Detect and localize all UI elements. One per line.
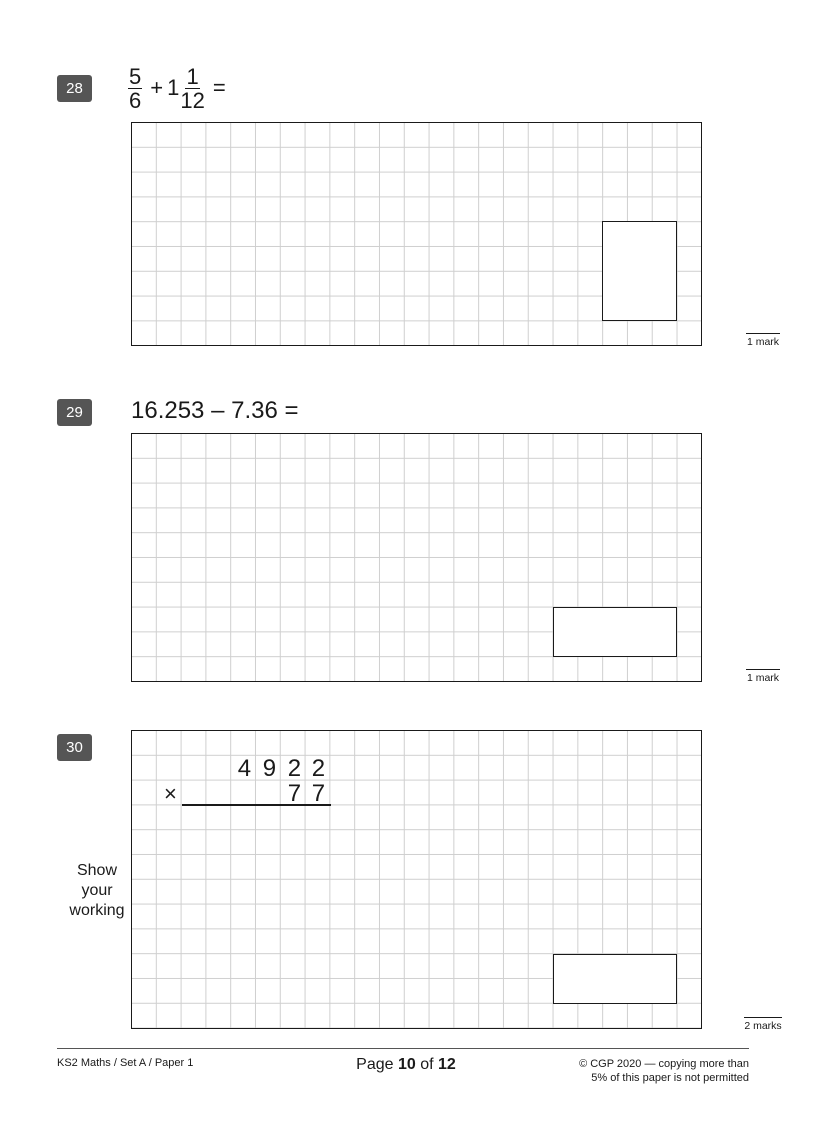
times-sign: × (163, 781, 177, 806)
question-number-30: 30 (57, 734, 92, 761)
mark-label: 1 mark (746, 672, 780, 684)
prompt-line: working (69, 902, 125, 919)
fraction-five-sixths (128, 63, 142, 113)
answer-box-28[interactable] (602, 221, 677, 321)
fraction-denominator: 6 (129, 87, 142, 113)
fraction-one-twelfth (180, 63, 205, 113)
mark-line (744, 1017, 782, 1018)
answer-box-29[interactable] (553, 607, 677, 657)
question-number-29: 29 (57, 399, 92, 426)
mark-line (746, 669, 780, 670)
fraction-numerator: 1 (186, 63, 199, 89)
footer-divider (57, 1048, 749, 1049)
prompt-line: Show (76, 862, 118, 879)
fraction-denominator: 12 (180, 87, 205, 113)
show-working-prompt (58, 861, 136, 921)
mark-line (746, 333, 780, 334)
multiplicand-digit: 2 (311, 755, 326, 782)
mark-allocation-30 (744, 1017, 782, 1032)
mark-label: 2 marks (744, 1020, 782, 1032)
equals-sign: = (212, 75, 226, 100)
multiplier-digit: 7 (311, 780, 326, 807)
page-current: 10 (397, 1056, 416, 1073)
question-number-28: 28 (57, 75, 92, 102)
page-of: of (420, 1056, 434, 1073)
page-indicator (330, 1056, 482, 1074)
copyright-line: 5% of this paper is not permitted (591, 1072, 749, 1084)
multiplicand-digit: 9 (262, 755, 277, 782)
question-28-expression (128, 62, 226, 114)
page-total: 12 (438, 1056, 456, 1073)
whole-number: 1 (167, 75, 180, 100)
multiplicand-digit: 4 (237, 755, 252, 782)
answer-box-30[interactable] (553, 954, 677, 1004)
mark-label: 1 mark (746, 336, 780, 348)
plus-operator: + (150, 75, 164, 100)
fraction-numerator: 5 (129, 63, 142, 89)
mark-allocation-28 (746, 333, 780, 348)
multiplicand-digit: 2 (287, 755, 302, 782)
prompt-line: your (81, 882, 113, 899)
copyright-line: © CGP 2020 — copying more than (579, 1058, 749, 1070)
mark-allocation-29 (746, 669, 780, 684)
question-29-expression: 16.253 – 7.36 = (131, 397, 299, 424)
page-prefix: Page (356, 1056, 394, 1073)
copyright-notice (579, 1057, 749, 1085)
footer-paper-label: KS2 Maths / Set A / Paper 1 (57, 1057, 194, 1069)
multiplication-rule-line (182, 804, 331, 806)
multiplier-digit: 7 (287, 780, 302, 807)
